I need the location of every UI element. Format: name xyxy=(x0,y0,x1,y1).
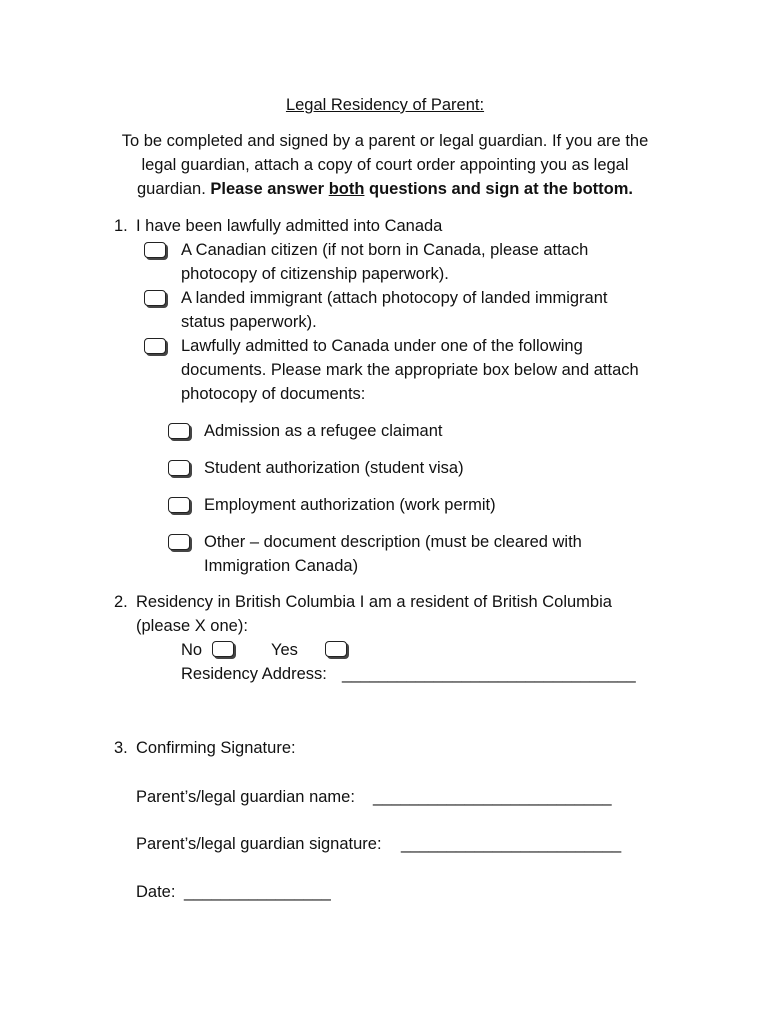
q2-line-2: (please X one): xyxy=(136,617,248,635)
guardian-signature-label: Parent’s/legal guardian signature: xyxy=(136,835,382,853)
intro-bold-b: questions and sign at the bottom. xyxy=(364,180,634,198)
residency-address-field[interactable]: ________________________________ xyxy=(342,665,636,683)
residency-address-label: Residency Address: xyxy=(181,665,327,683)
guardian-signature-field[interactable]: ________________________ xyxy=(401,835,622,853)
guardian-name-label: Parent’s/legal guardian name: xyxy=(136,788,355,806)
residency-no-checkbox[interactable] xyxy=(212,641,234,657)
option-3-line-1: Lawfully admitted to Canada under one of the following xyxy=(181,337,583,355)
canadian-citizen-checkbox[interactable] xyxy=(144,242,166,258)
q3-text: Confirming Signature: xyxy=(136,739,296,757)
guardian-name-field[interactable]: __________________________ xyxy=(373,788,612,806)
option-3-line-3: photocopy of documents: xyxy=(181,385,366,403)
yes-label: Yes xyxy=(271,641,298,659)
intro-bold-a: Please answer xyxy=(210,180,329,198)
option-1-line-1: A Canadian citizen (if not born in Canada, please attach xyxy=(181,241,589,259)
q1-text: I have been lawfully admitted into Canada xyxy=(136,217,443,235)
intro-line-2: legal guardian, attach a copy of court order appointing you as legal xyxy=(141,156,629,174)
q2-number: 2. xyxy=(114,593,128,611)
q2-line-1: Residency in British Columbia I am a resident of British Columbia xyxy=(136,593,612,611)
intro-bold-underlined: both xyxy=(328,180,365,198)
intro-line-3 xyxy=(80,177,690,201)
date-field[interactable]: ________________ xyxy=(184,883,331,901)
option-1-line-2: photocopy of citizenship paperwork). xyxy=(181,265,449,283)
form-title: Legal Residency of Parent: xyxy=(285,96,485,114)
form-intro xyxy=(80,129,690,201)
refugee-claimant-checkbox[interactable] xyxy=(168,423,190,439)
intro-line-3-prefix: guardian. xyxy=(136,180,211,198)
residency-yes-checkbox[interactable] xyxy=(325,641,347,657)
document-2-label: Student authorization (student visa) xyxy=(204,459,464,477)
option-2-line-2: status paperwork). xyxy=(181,313,317,331)
q1-number: 1. xyxy=(114,217,128,235)
no-label: No xyxy=(181,641,203,659)
document-1-label: Admission as a refugee claimant xyxy=(204,422,443,440)
document-3-label: Employment authorization (work permit) xyxy=(204,496,496,514)
q3-number: 3. xyxy=(114,739,128,757)
option-2-line-1: A landed immigrant (attach photocopy of landed immigrant xyxy=(181,289,608,307)
option-3-line-2: documents. Please mark the appropriate box below and attach xyxy=(181,361,639,379)
intro-line-1: To be completed and signed by a parent or legal guardian. If you are the xyxy=(121,132,649,150)
other-document-checkbox[interactable] xyxy=(168,534,190,550)
landed-immigrant-checkbox[interactable] xyxy=(144,290,166,306)
lawfully-admitted-checkbox[interactable] xyxy=(144,338,166,354)
student-visa-checkbox[interactable] xyxy=(168,460,190,476)
date-label: Date: xyxy=(136,883,176,901)
document-4-line-1: Other – document description (must be cleared with xyxy=(204,533,582,551)
document-4-line-2: Immigration Canada) xyxy=(204,557,359,575)
work-permit-checkbox[interactable] xyxy=(168,497,190,513)
